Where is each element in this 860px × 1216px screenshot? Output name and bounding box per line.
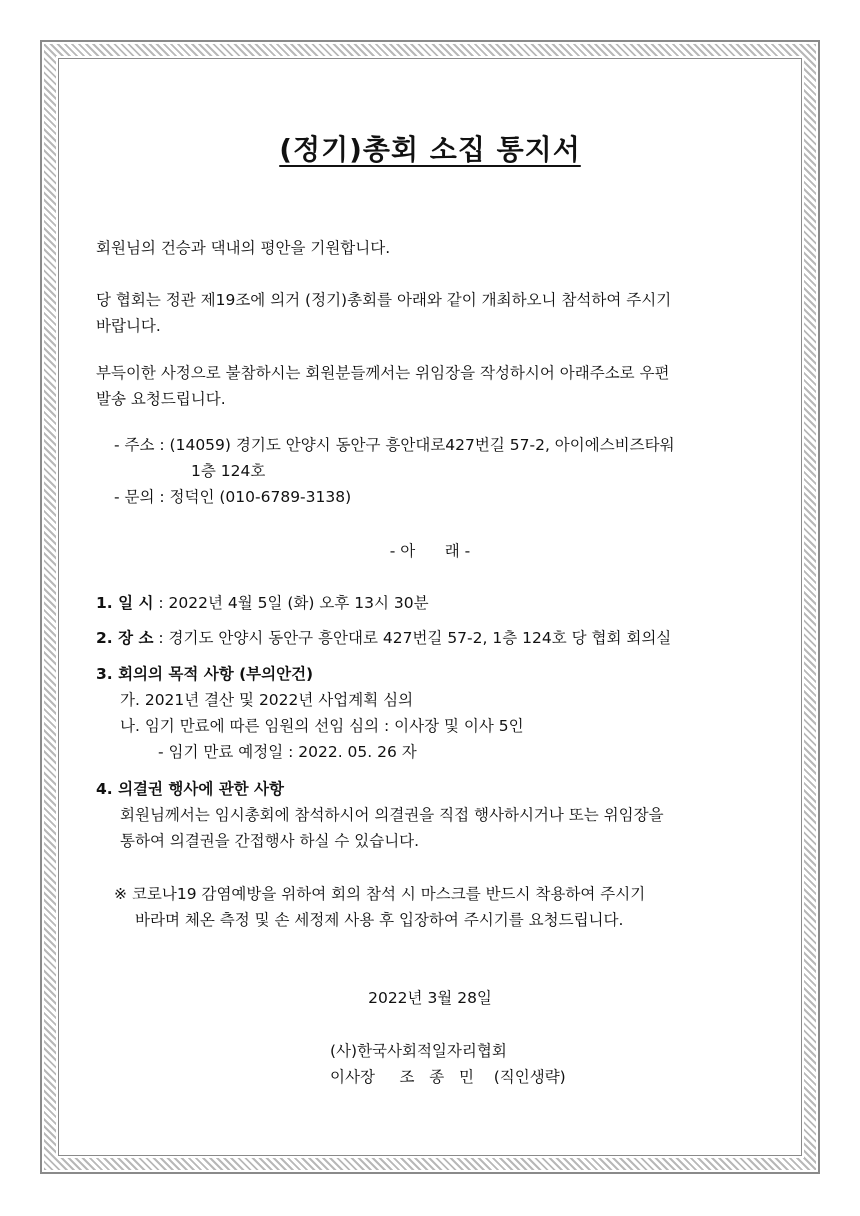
item-datetime (96, 593, 429, 613)
intro-line-1: 당 협회는 정관 제19조에 의거 (정기)총회를 아래와 같이 개최하오니 참석하여 주시기 (96, 291, 672, 309)
agenda-item-a: 가. 2021년 결산 및 2022년 사업계획 심의 (120, 691, 414, 709)
document-date: 2022년 3월 28일 (368, 989, 492, 1007)
item-place-value: : 경기도 안양시 동안구 흥안대로 427번길 57-2, 1층 124호 당 협회 회의실 (153, 629, 672, 647)
proxy-line-1: 부득이한 사정으로 불참하시는 회원분들께서는 위임장을 작성하시어 아래주소로 우편 (96, 364, 670, 382)
item-agenda-heading: 3. 회의의 목적 사항 (부의안건) (96, 665, 314, 683)
document-title: (정기)총회 소집 통지서 (279, 133, 581, 166)
item-voting-heading: 4. 의결권 행사에 관한 사항 (96, 780, 284, 798)
organization-name: (사)한국사회적일자리협회 (330, 1042, 507, 1060)
item-datetime-label: 1. 일 시 (96, 594, 154, 612)
covid-notice-line-1: ※ 코로나19 감염예방을 위하여 회의 참석 시 마스크를 반드시 착용하여 주시기 (114, 885, 646, 903)
intro-line-2: 바랍니다. (96, 317, 161, 335)
proxy-line-2: 발송 요청드립니다. (96, 390, 226, 408)
signatory: 이사장 조 종 민 (직인생략) (330, 1068, 566, 1086)
address-line-2: 1층 124호 (191, 462, 266, 480)
item-place-label: 2. 장 소 (96, 629, 154, 647)
covid-notice-line-2: 바라며 체온 측정 및 손 세정제 사용 후 입장하여 주시기를 요청드립니다. (135, 911, 624, 929)
greeting: 회원님의 건승과 댁내의 평안을 기원합니다. (96, 239, 391, 257)
voting-line-1: 회원님께서는 임시총회에 참석하시어 의결권을 직접 행사하시거나 또는 위임장을 (120, 806, 664, 824)
item-place (96, 628, 671, 648)
contact-line: - 문의 : 정덕인 (010-6789-3138) (114, 488, 352, 506)
item-datetime-value: : 2022년 4월 5일 (화) 오후 13시 30분 (153, 594, 429, 612)
agenda-item-b-note: - 임기 만료 예정일 : 2022. 05. 26 자 (158, 743, 417, 761)
agenda-item-b: 나. 임기 만료에 따른 임원의 선임 심의 : 이사장 및 이사 5인 (120, 717, 524, 735)
below-heading: - 아 래 - (389, 542, 471, 560)
address-line-1: - 주소 : (14059) 경기도 안양시 동안구 흥안대로427번길 57-2, 아이에스비즈타워 (114, 436, 675, 454)
voting-line-2: 통하여 의결권을 간접행사 하실 수 있습니다. (120, 832, 420, 850)
